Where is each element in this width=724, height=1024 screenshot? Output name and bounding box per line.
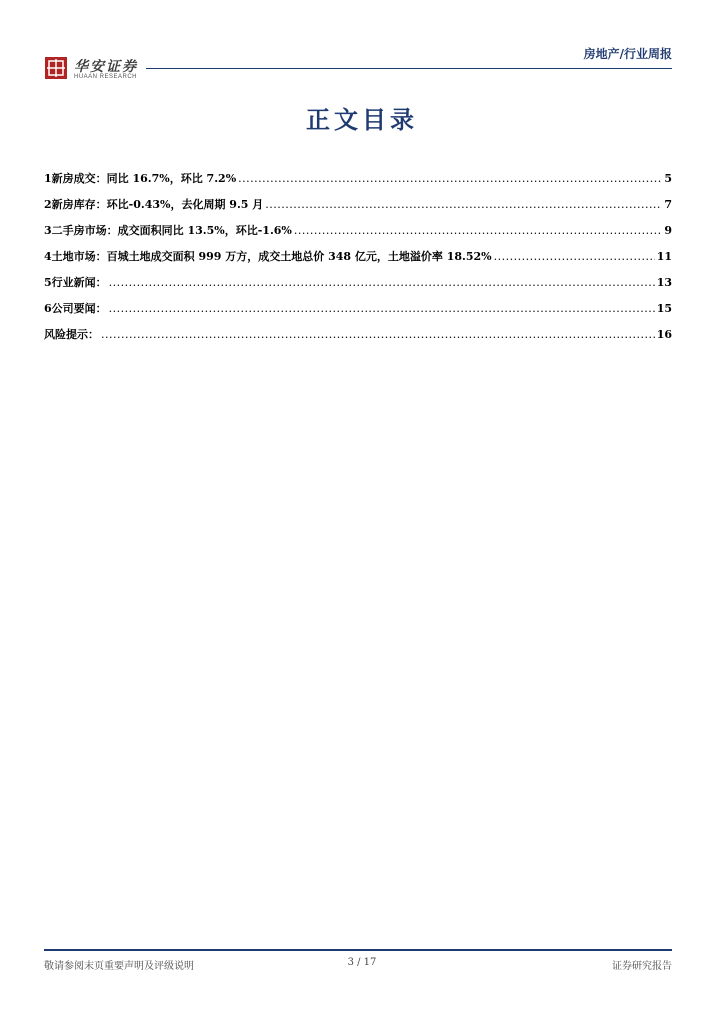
toc-entry[interactable] <box>44 248 672 274</box>
toc-page-number: 5 <box>664 172 672 185</box>
footer-report-type: 证券研究报告 <box>612 961 672 972</box>
toc-entry[interactable] <box>44 300 672 326</box>
toc-page-number: 7 <box>664 198 672 211</box>
toc-entry[interactable] <box>44 222 672 248</box>
report-category: 房地产/行业周报 <box>583 47 672 61</box>
toc-leader <box>294 224 662 237</box>
toc-label: 土地市场：百城土地成交面积 999 万方，成交土地总价 348 亿元，土地溢价率 18.52% <box>51 250 492 263</box>
table-of-contents <box>44 170 672 352</box>
toc-page-number: 11 <box>656 250 672 263</box>
footer-divider <box>44 949 672 951</box>
toc-leader <box>101 328 655 341</box>
header-divider <box>146 68 672 69</box>
toc-page-number: 13 <box>656 276 672 289</box>
footer-disclaimer: 敬请参阅末页重要声明及评级说明 <box>44 961 194 972</box>
toc-label: 公司要闻： <box>51 302 107 315</box>
logo-chinese-name: 华安证券 <box>74 59 138 75</box>
toc-leader <box>109 302 655 315</box>
toc-page-number: 9 <box>664 224 672 237</box>
toc-entry[interactable] <box>44 326 672 352</box>
toc-page-number: 15 <box>656 302 672 315</box>
toc-leader <box>109 276 655 289</box>
toc-leader <box>265 198 662 211</box>
toc-page-number: 16 <box>656 328 672 341</box>
toc-number: 2 <box>44 198 52 211</box>
toc-entry[interactable] <box>44 274 672 300</box>
page-number: 3 / 17 <box>347 957 377 968</box>
toc-leader <box>494 250 655 263</box>
toc-label: 二手房市场：成交面积同比 13.5%，环比-1.6% <box>51 224 292 237</box>
toc-entry[interactable] <box>44 170 672 196</box>
toc-label: 行业新闻： <box>51 276 107 289</box>
toc-entry[interactable] <box>44 196 672 222</box>
toc-number: 3 <box>44 224 52 237</box>
toc-number: 6 <box>44 302 52 315</box>
huaan-logo-icon <box>44 56 68 80</box>
toc-label: 新房成交：同比 16.7%，环比 7.2% <box>51 172 237 185</box>
page-header <box>0 0 724 90</box>
toc-number: 5 <box>44 276 52 289</box>
toc-label: 风险提示： <box>44 328 99 341</box>
toc-label: 新房库存：环比-0.43%，去化周期 9.5 月 <box>51 198 264 211</box>
page-title: 正文目录 <box>306 106 418 134</box>
toc-number: 4 <box>44 250 52 263</box>
toc-leader <box>238 172 662 185</box>
toc-number: 1 <box>44 172 52 185</box>
logo-english-name: HUAAN RESEARCH <box>74 74 138 80</box>
